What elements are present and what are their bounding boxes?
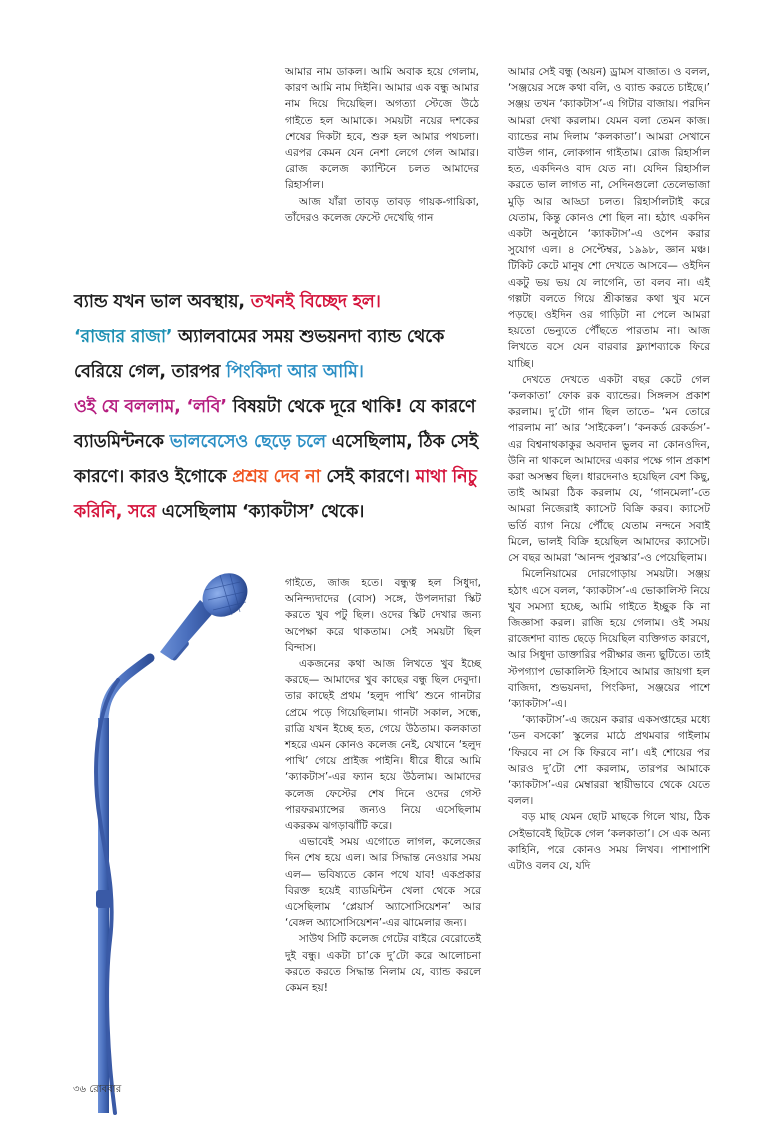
quote-segment: সেই কারণে। (320, 467, 416, 487)
paragraph: দেখতে দেখতে একটা বছর কেটে গেল ‘কলকাতা’ ফোক রক ব্যান্ডের। সিঙ্গলস প্রকাশ করলাম। দু’টো গান ছিল তাতে– ‘মন তোরে পারলাম না’ আর ‘সাইকেল’। ‘কনকর্ড রেকর্ডস’-এর বিশ্বনাথকাকুর অবদান ভুলব না কোনওদিন, উনি না থাকলে আমাদের একার পক্ষে গান প্রকাশ করা অসম্ভব ছিল। ধারদেনাও হয়েছিল বেশ কিছু, তাই আমরা ঠিক করলাম যে, ‘গানমেলা’-তে আমরা নিজেরাই ক্যাসেট বিক্রি করব। ক্যাসেট ভর্তি ব্যাগ নিয়ে পৌঁছে যেতাম নন্দনে সবাই মিলে, ভালই বিক্রি হয়েছিল আমাদের ক্যাসেট। সে বছর আমরা ‘আনন্দ পুরস্কার’-ও পেয়েছিলাম। (508, 373, 710, 565)
quote-highlight: ‘রাজার রাজা’ (74, 327, 173, 347)
quote-highlight: প্রশ্রয় দেব না (232, 467, 321, 487)
top-middle-column (285, 64, 479, 226)
paragraph: বড় মাছ যেমন ছোট মাছকে গিলে খায়, ঠিক সেইভাবেই ছিটকে গেল ‘কলকাতা’। সে এক অন্য কাহিনি, পরে কোনও সময় লিখব। পাশাপাশি এটাও বলব যে, যদি (508, 811, 710, 872)
paragraph: একজনের কথা আজ লিখতে খুব ইচ্ছে করছে— আমাদের খুব কাছের বন্ধু ছিল দেবুদা। তার কাছেই প্রথম ‘হলুদ পাখি’ শুনে গানটার প্রেমে পড়ে গিয়েছিলাম। গানটা সকাল, সন্ধে, রাত্রি যখন ইচ্ছে হত, গেয়ে উঠতাম। কলকাতা শহরে এমন কোনও কলেজ নেই, যেখানে ‘হলুদ পাখি’ গেয়ে প্রাইজ পাইনি। ধীরে ধীরে আমি ‘ক্যাকটাস’-এর ফ্যান হয়ে উঠলাম। আমাদের কলেজ ফেস্টের শেষ দিনে ওদের গেস্ট পারফরম্যান্সের জন্যও নিয়ে এসেছিলাম একরকম ঝগড়াঝাঁটি করে। (285, 658, 481, 833)
quote-highlight: তখনই বিচ্ছেদ হল। (250, 292, 381, 312)
paragraph: ‘ক্যাকটাস’-এ জয়েন করার একসপ্তাহের মধ্যে ‘ডন বসকো’ স্কুলের মাঠে প্রথমবার গাইলাম ‘ফিরবে না সে কি ফিরবে না’। এই শোয়ের পর আরও দু’টো শো করলাম, তারপর আমাকে ‘ক্যাকটাস’-এর মেম্বাররা স্থায়ীভাবে থেকে যেতে বলল। (508, 714, 710, 808)
quote-segment: অ্যালবামের সময় শুভয়নদা ব্যান্ড থেকে বেরিয়ে গেল, তারপর (74, 327, 445, 382)
quote-highlight: পিংকিদা আর আমি। (226, 362, 364, 382)
quote-segment: বিষয়টা থেকে দূরে থাকি! যে কারণে ব্যাডমিন্টনকে (74, 397, 476, 452)
quote-segment: এসেছিলাম, ঠিক সেই কারণে। কারও ইগোকে (74, 432, 478, 487)
quote-highlight: ভালবেসেও ছেড়ে চলে (169, 432, 326, 452)
magazine-name: রোববার (89, 1084, 122, 1095)
quote-highlight: মাথা নিচু করিনি, সরে (74, 467, 477, 522)
pull-quote (74, 285, 494, 530)
page-footer (73, 1082, 121, 1099)
bottom-middle-column (285, 575, 481, 996)
page-number: ৩৬ (73, 1084, 87, 1095)
paragraph: গাইতে, জাজ হতে। বন্ধুত্ব হল সিধুদা, অনিন্দ্যদাদের (বোস) সঙ্গে, উপলদারা স্কিট করতে খুব পটু ছিল। ওদের স্কিট দেখার জন্য অপেক্ষা করে থাকতাম। সেই সময়টা ছিল বিন্দাস। (285, 577, 481, 654)
paragraph: এভাবেই সময় এগোতে লাগল, কলেজের দিন শেষ হয়ে এল। আর সিদ্ধান্ত নেওয়ার সময় এল— ভবিষ্যতে কোন পথে যাব! একপ্রকার বিরক্ত হয়েই ব্যাডমিন্টন খেলা থেকে সরে এসেছিলাম ‘প্লেয়ার্স অ্যাসোসিয়েশন’ আর ‘বেঙ্গল অ্যাসোসিয়েশন’-এর ঝামেলার জন্য। (285, 836, 481, 930)
paragraph: আমার নাম ডাকল। আমি অবাক হয়ে গেলাম, কারণ আমি নাম দিইনি। আমার এক বন্ধু আমার নাম দিয়ে দিয়েছিল। অগত্যা স্টেজে উঠে গাইতে হল আমাকে। সময়টা নয়ের দশকের শেষের দিকটা হবে, শুরু হল আমার পথচলা। এরপর কেমন যেন নেশা লেগে গেল আমার। রোজ কলেজ ক্যান্টিনে চলত আমাদের রিহার্সাল। (285, 66, 479, 192)
paragraph: মিলেনিয়ামের দোরগোড়ায় সময়টা। সঞ্জয় হঠাৎ এসে বলল, ‘ক্যাকটাস’-এ ভোকালিস্ট নিয়ে খুব সমস্যা হচ্ছে, আমি গাইতে ইচ্ছুক কি না জিজ্ঞাসা করল। রাজি হয়ে গেলাম। ওই সময় রাজেশদা ব্যান্ড ছেড়ে দিয়েছিল ব্যক্তিগত কারণে, আর সিধুদা ডাক্তারির পরীক্ষার জন্য ছুটিতে। তাই স্টপগ্যাপ ভোকালিস্ট হিসাবে আমার জায়গা হল বাজিদা, শুভয়নদা, পিংকিদা, সঞ্জয়ের পাশে ‘ক্যাকটাস’-এ। (508, 568, 710, 710)
quote-segment: এসেছিলাম ‘ক্যাকটাস’ থেকে। (155, 502, 365, 522)
paragraph: আজ যাঁরা তাবড় তাবড় গায়ক-গায়িকা, তাঁদেরও কলেজ ফেস্টে দেখেছি গান (285, 195, 479, 224)
right-column (508, 64, 710, 874)
quote-segment: ব্যান্ড যখন ভাল অবস্থায়, (74, 292, 251, 312)
paragraph: সাউথ সিটি কলেজ গেটের বাইরে বেরোতেই দুই বন্ধু। একটা চা’কে দু’টো করে আলোচনা করতে করতে সিদ্ধান্ত নিলাম যে, ব্যান্ড করলে কেমন হয়! (285, 933, 481, 995)
microphone-stand-illustration (0, 560, 290, 1123)
paragraph: আমার সেই বন্ধু (অয়ন) ড্রামস বাজাত। ও বলল, ‘সঞ্জয়ের সঙ্গে কথা বলি, ও ব্যান্ড করতে চাইছে।’ সঞ্জয় তখন ‘ক্যাকটাস’-এ গিটার বাজায়। পরদিন আমরা দেখা করলাম। যেমন বলা তেমন কাজ। ব্যান্ডের নাম দিলাম ‘কলকাতা’। আমরা সেখানে বাউল গান, লোকগান গাইতাম। রোজ রিহার্সাল হত, একদিনও বাদ যেত না। যেদিন রিহার্সাল করতে ভাল লাগত না, সেদিনগুলো তেলেভাজা মুড়ি আর আড্ডা চলত। রিহার্সালটাই করে যেতাম, কিন্তু কোনও শো ছিল না। হঠাৎ একদিন একটা অনুষ্ঠানে ‘ক্যাকটাস’-এ ওপেন করার সুযোগ এল। ৪ সেপ্টেম্বর, ১৯৯৮, জ্ঞান মঞ্চ। টিকিট কেটে মানুষ শো দেখতে আসবে— ওইদিন একটু ভয় ভয় যে লাগেনি, তা বলব না। এই গল্পটা বলতে গিয়ে শ্রীকান্তর কথা খুব মনে পড়ছে। ওইদিন ওর গাড়িটা না পেলে আমরা হয়তো ভেন্যুতে পৌঁছতে পারতাম না। আজ লিখতে বসে যেন বারবার ফ্ল্যাশব্যাকে ফিরে যাচ্ছি। (508, 66, 710, 370)
quote-highlight: ওই যে বললাম, ‘লবি’ (74, 397, 227, 417)
